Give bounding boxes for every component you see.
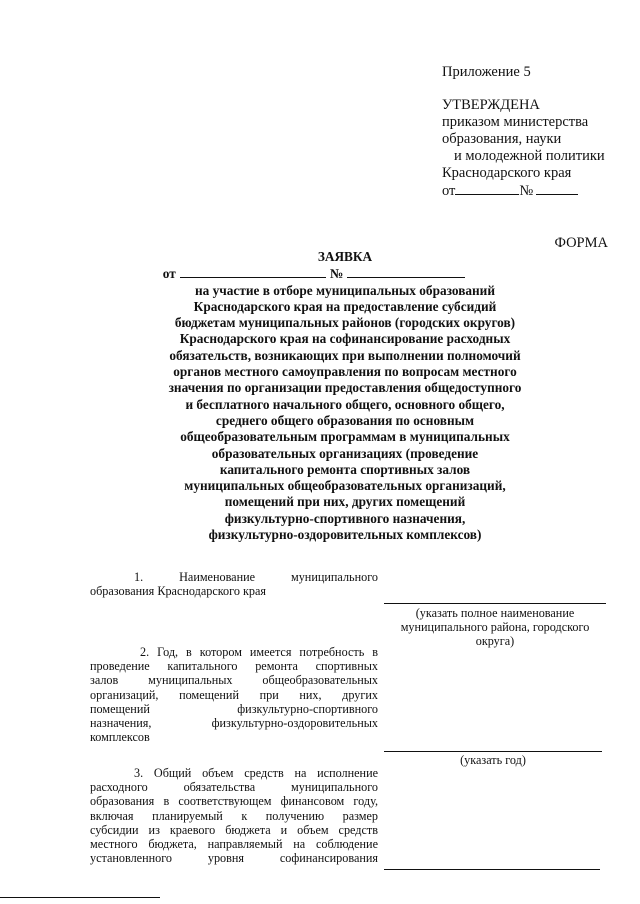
approval-from-label: от bbox=[442, 183, 456, 199]
application-number-blank bbox=[347, 265, 465, 278]
item-line: 3. Общий объем средств на исполнение bbox=[134, 766, 378, 780]
approval-line-2: образования, науки bbox=[442, 131, 562, 147]
header-line: физкультурно-оздоровительных комплексов) bbox=[208, 527, 482, 543]
item-2-label bbox=[90, 645, 378, 744]
application-number-sign: № bbox=[329, 266, 344, 282]
approval-line-1: приказом министерства bbox=[442, 114, 589, 130]
header-line: и бесплатного начального общего, основного общего, bbox=[185, 396, 505, 412]
header-line: общеобразовательным программам в муниципальных bbox=[180, 429, 510, 445]
header-line: бюджетам муниципальных районов (городских округов) bbox=[174, 315, 516, 331]
item-line: включая планируемый к получению размер bbox=[90, 808, 378, 823]
hint-line: (указать год) bbox=[460, 753, 526, 767]
item-line: проведение капитального ремонта спортивных bbox=[90, 659, 378, 674]
approval-line-4: Краснодарского края bbox=[442, 165, 572, 181]
application-from-label: от bbox=[162, 266, 176, 282]
approval-line-3: и молодежной политики bbox=[454, 148, 605, 164]
hint-line: (указать полное наименование bbox=[415, 606, 575, 620]
item-line: комплексов bbox=[90, 730, 150, 745]
appendix-label: Приложение 5 bbox=[442, 64, 531, 80]
item-1-hint bbox=[384, 606, 606, 648]
header-line: обязательств, возникающих при выполнении полномочий bbox=[169, 347, 521, 363]
item-line: 1. Наименование муниципального bbox=[134, 570, 378, 584]
header-line: Краснодарского края на софинансирование расходных bbox=[179, 331, 511, 347]
footnote-separator bbox=[0, 897, 160, 898]
item-3-answer-line bbox=[384, 869, 600, 870]
header-line: помещений при них, других помещений bbox=[224, 494, 466, 510]
item-line: организаций, помещений при них, других bbox=[90, 687, 378, 702]
application-header bbox=[110, 249, 580, 543]
item-line: местного бюджета, направляемый на соблюдение bbox=[90, 837, 378, 852]
approval-date-blank bbox=[455, 182, 519, 195]
item-line: 2. Год, в котором имеется потребность в bbox=[140, 645, 378, 659]
header-line: капитального ремонта спортивных залов bbox=[219, 461, 471, 477]
application-title: ЗАЯВКА bbox=[317, 249, 373, 264]
item-line: установленного уровня софинансирования bbox=[90, 851, 378, 866]
header-line: физкультурно-спортивного назначения, bbox=[224, 510, 466, 526]
header-line: образовательных организациях (проведение bbox=[211, 445, 479, 461]
hint-line: округа) bbox=[475, 634, 515, 648]
form-label: ФОРМА bbox=[554, 235, 608, 251]
item-line: помещений физкультурно-спортивного bbox=[90, 701, 378, 716]
header-line: Краснодарского края на предоставление субсидий bbox=[193, 298, 497, 314]
application-date-blank bbox=[180, 265, 326, 278]
item-1-answer-line bbox=[384, 603, 606, 604]
item-line: субсидии из краевого бюджета и объем средств bbox=[90, 822, 378, 837]
item-2-hint bbox=[384, 753, 602, 767]
item-line: расходного обязательства муниципального bbox=[90, 780, 378, 795]
item-1-label bbox=[90, 570, 378, 598]
item-line: назначения, физкультурно-оздоровительных bbox=[90, 716, 378, 731]
approval-number-blank bbox=[536, 182, 578, 195]
application-date-line bbox=[110, 265, 580, 282]
approval-date-line bbox=[442, 182, 605, 200]
item-3-label bbox=[90, 766, 378, 865]
item-line: образования в соответствующем финансовом году, bbox=[90, 794, 378, 809]
header-line: муниципальных общеобразовательных организаций, bbox=[184, 478, 506, 494]
hint-line: муниципального района, городского bbox=[400, 620, 590, 634]
item-line: залов муниципальных общеобразовательных bbox=[90, 673, 378, 688]
item-line: образования Краснодарского края bbox=[90, 584, 267, 599]
header-line: на участие в отборе муниципальных образований bbox=[194, 282, 496, 298]
header-line: органов местного самоуправления по вопросам местного bbox=[173, 364, 517, 380]
header-line: среднего общего образования по основным bbox=[215, 412, 475, 428]
approval-block bbox=[442, 64, 605, 200]
approval-number-sign: № bbox=[519, 183, 534, 199]
header-line: значения по организации предоставления общедоступного bbox=[168, 380, 522, 396]
item-2-answer-line bbox=[384, 751, 602, 752]
approved-label: УТВЕРЖДЕНА bbox=[442, 97, 540, 113]
